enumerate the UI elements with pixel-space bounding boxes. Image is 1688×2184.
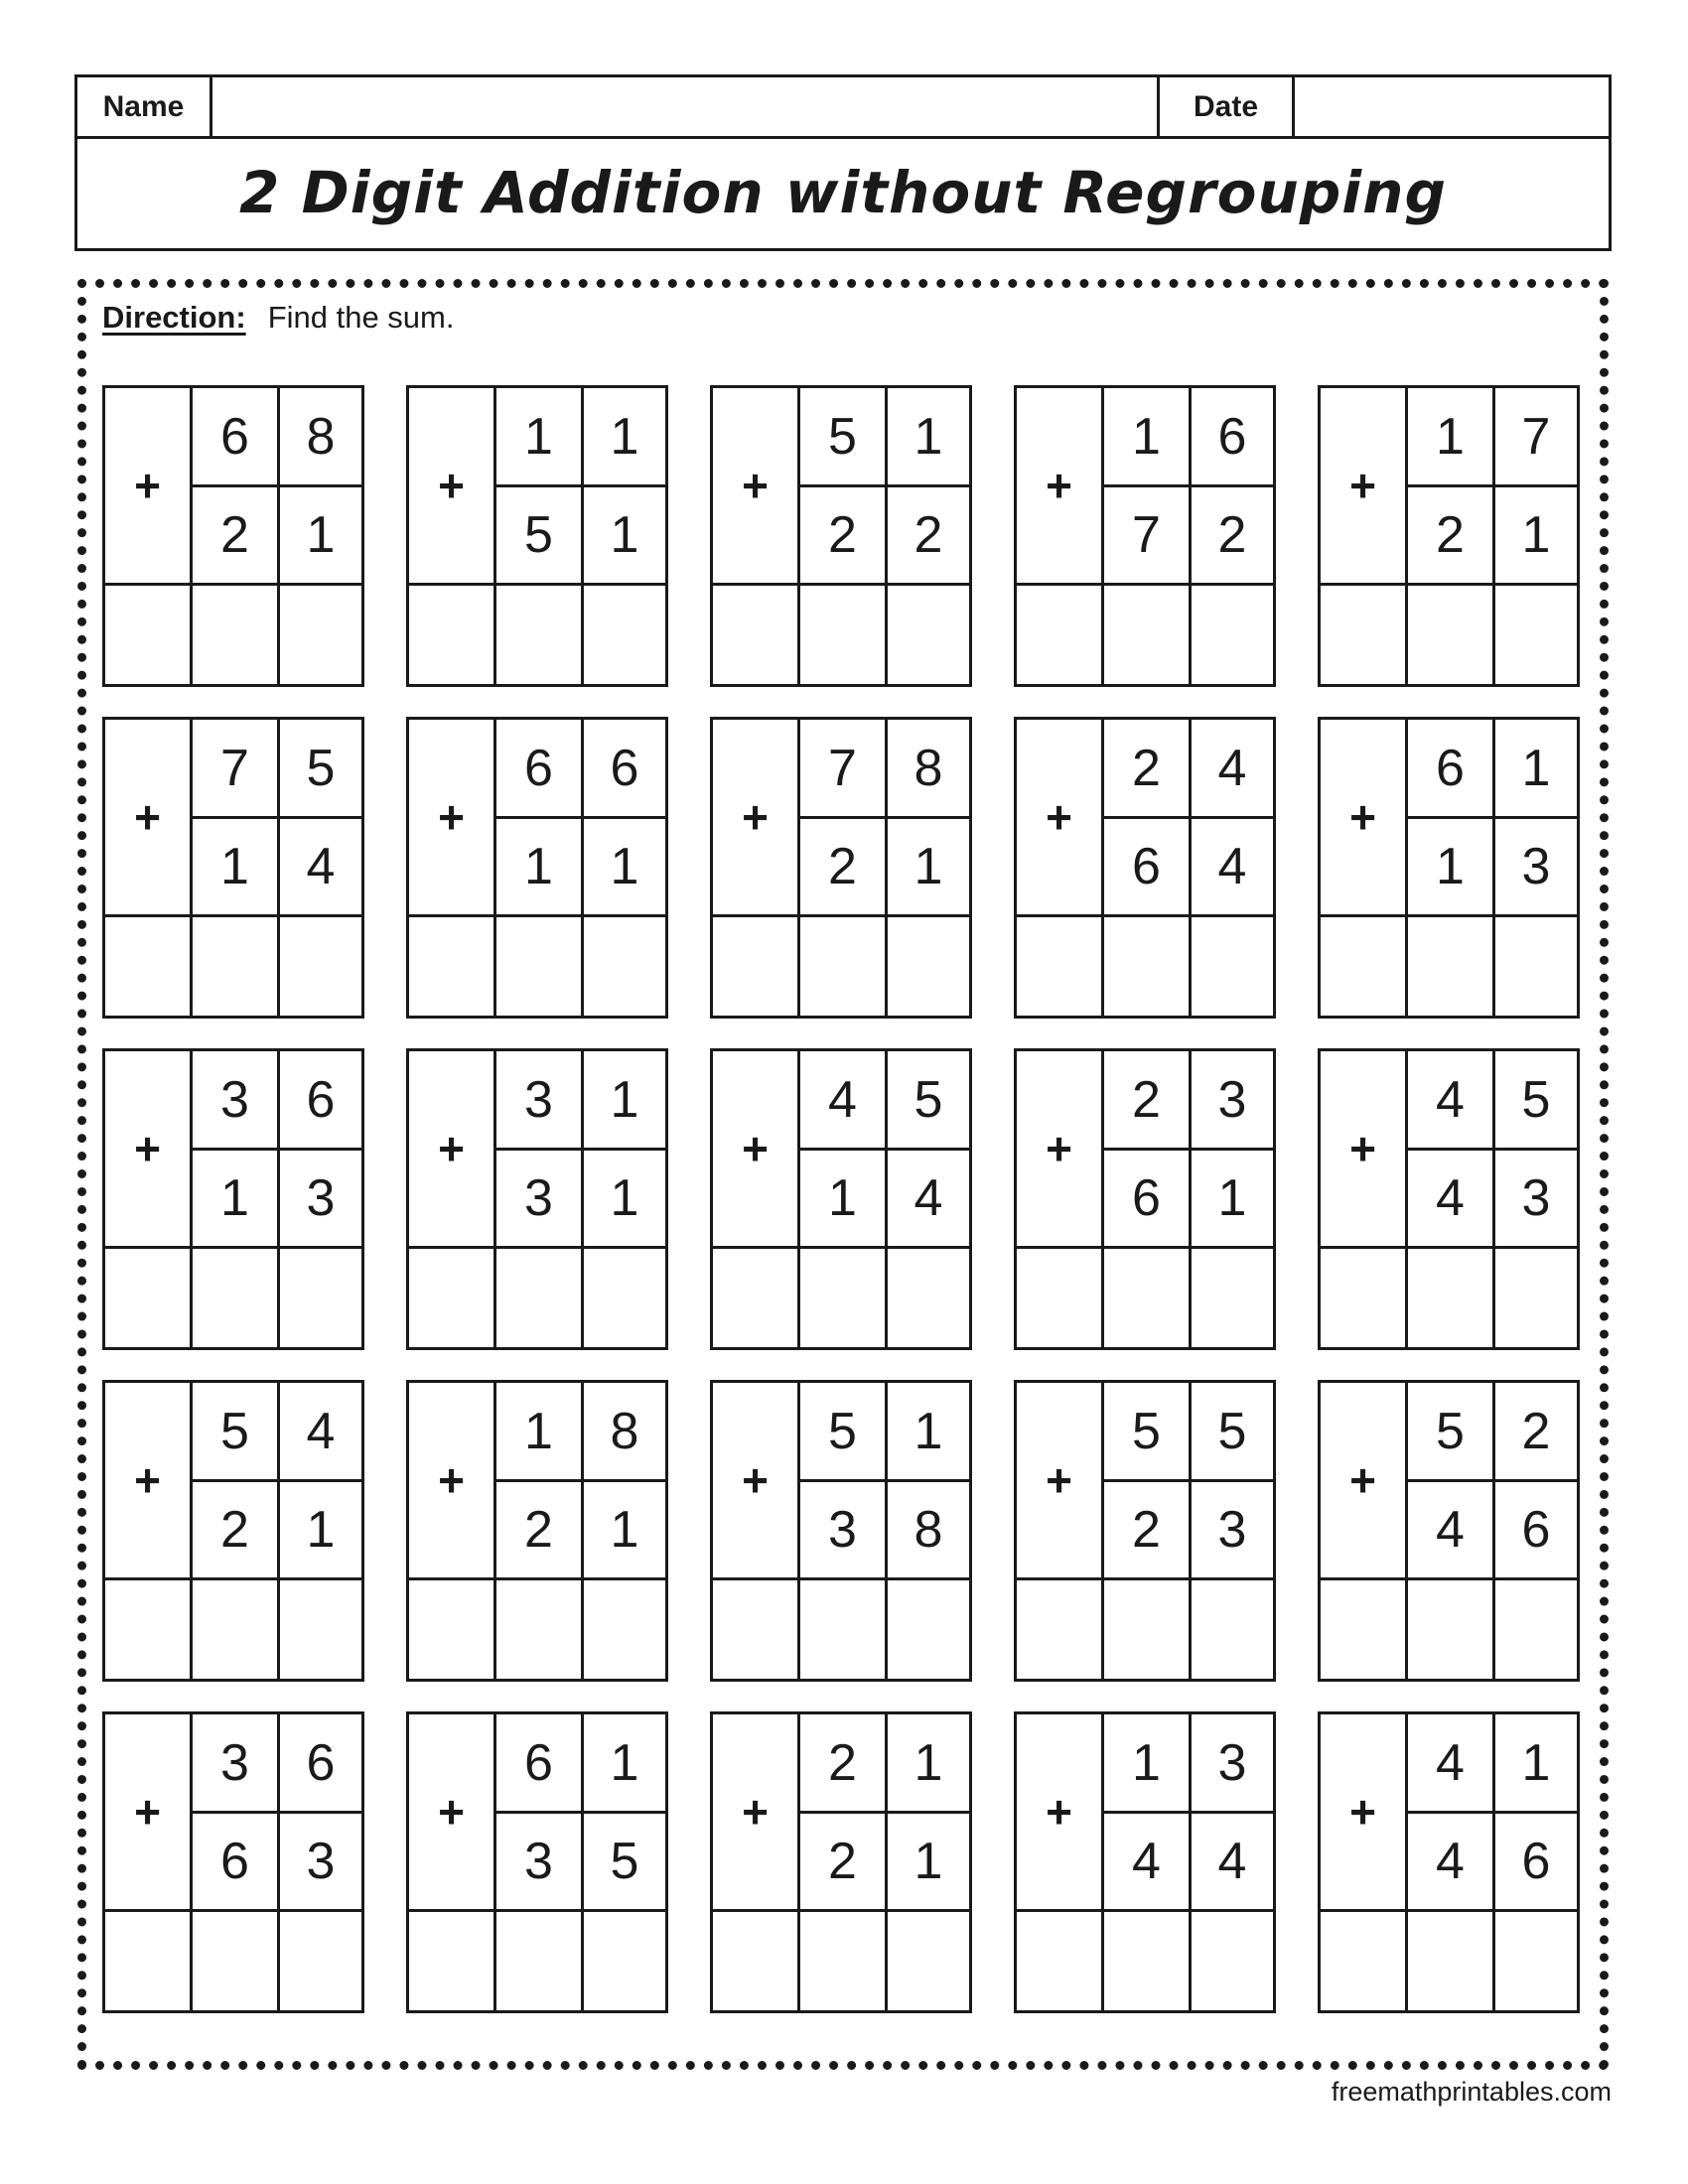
answer-box-tens[interactable] [1408,586,1495,684]
addition-problem [102,717,364,1019]
addend-bottom-ones: 2 [888,487,969,586]
addend-top-tens: 1 [1104,1714,1192,1814]
answer-box-ones[interactable] [584,917,665,1016]
answer-box-hundreds[interactable] [409,1912,496,2010]
direction-label: Direction: [102,300,246,335]
answer-box-ones[interactable] [1495,1912,1577,2010]
answer-box-hundreds[interactable] [1017,1580,1104,1679]
addend-bottom-ones: 1 [280,1482,361,1580]
addend-top-tens: 2 [1104,1051,1192,1151]
plus-sign: + [713,1383,800,1580]
direction-text: Find the sum. [267,300,455,335]
answer-box-tens[interactable] [800,1249,888,1347]
addend-top-ones: 6 [280,1714,361,1814]
addend-top-ones: 8 [584,1383,665,1482]
addend-top-tens: 6 [193,388,280,487]
addend-bottom-ones: 3 [1495,1151,1577,1249]
addend-top-ones: 8 [280,388,361,487]
answer-box-ones[interactable] [1192,917,1273,1016]
addend-top-ones: 1 [1495,720,1577,819]
addend-bottom-ones: 3 [280,1151,361,1249]
addition-problem [102,385,364,687]
answer-box-hundreds[interactable] [713,917,800,1016]
plus-sign: + [713,720,800,917]
name-field[interactable] [212,77,1160,136]
addend-top-ones: 1 [584,1714,665,1814]
addend-bottom-tens: 2 [800,487,888,586]
answer-box-tens[interactable] [496,1912,584,2010]
addend-top-ones: 1 [584,388,665,487]
addend-top-ones: 5 [888,1051,969,1151]
answer-box-ones[interactable] [888,586,969,684]
addend-bottom-ones: 3 [1495,819,1577,917]
answer-box-ones[interactable] [280,1912,361,2010]
addend-bottom-tens: 2 [496,1482,584,1580]
addition-problem [1318,1380,1580,1682]
addend-bottom-tens: 1 [800,1151,888,1249]
plus-sign: + [1017,1051,1104,1249]
answer-box-tens[interactable] [496,1580,584,1679]
plus-sign: + [1017,1714,1104,1912]
plus-sign: + [1321,1383,1408,1580]
answer-box-ones[interactable] [888,917,969,1016]
addend-bottom-ones: 1 [584,819,665,917]
answer-box-tens[interactable] [800,1580,888,1679]
answer-box-hundreds[interactable] [1017,1912,1104,2010]
plus-sign: + [713,388,800,586]
date-label: Date [1160,77,1295,136]
addend-bottom-tens: 2 [193,487,280,586]
footer-site: freemathprintables.com [1331,2077,1612,2107]
addend-top-ones: 5 [1495,1051,1577,1151]
addend-top-tens: 4 [800,1051,888,1151]
addend-top-tens: 6 [496,1714,584,1814]
page-title: 2 Digit Addition without Regrouping [239,158,1447,226]
plus-sign: + [1321,1714,1408,1912]
plus-sign: + [105,388,193,586]
answer-box-tens[interactable] [193,1912,280,2010]
direction [102,300,455,336]
addend-bottom-tens: 4 [1408,1151,1495,1249]
addend-bottom-tens: 1 [1408,819,1495,917]
addend-bottom-ones: 4 [888,1151,969,1249]
addend-bottom-tens: 5 [496,487,584,586]
addition-problem [1318,717,1580,1019]
answer-box-hundreds[interactable] [713,1580,800,1679]
addition-problem [1014,1711,1276,2013]
answer-box-tens[interactable] [496,586,584,684]
plus-sign: + [105,720,193,917]
addend-bottom-tens: 4 [1408,1482,1495,1580]
addition-problem [406,1711,668,2013]
answer-box-tens[interactable] [800,1912,888,2010]
addition-problem [710,385,972,687]
answer-box-hundreds[interactable] [105,917,193,1016]
addend-top-ones: 6 [584,720,665,819]
addend-top-ones: 1 [888,1383,969,1482]
answer-box-hundreds[interactable] [1321,586,1408,684]
answer-box-hundreds[interactable] [105,586,193,684]
addend-bottom-ones: 1 [888,819,969,917]
answer-box-hundreds[interactable] [1017,1249,1104,1347]
addend-bottom-tens: 4 [1408,1814,1495,1912]
addend-top-tens: 1 [496,388,584,487]
answer-box-ones[interactable] [280,917,361,1016]
answer-box-ones[interactable] [584,586,665,684]
answer-box-tens[interactable] [193,917,280,1016]
addend-bottom-ones: 1 [280,487,361,586]
plus-sign: + [409,1714,496,1912]
addend-top-tens: 4 [1408,1714,1495,1814]
answer-box-hundreds[interactable] [409,1249,496,1347]
answer-box-tens[interactable] [193,1580,280,1679]
answer-box-hundreds[interactable] [1321,1249,1408,1347]
answer-box-tens[interactable] [1408,1580,1495,1679]
answer-box-ones[interactable] [1192,1580,1273,1679]
addition-problem [1014,1048,1276,1350]
addend-top-tens: 3 [496,1051,584,1151]
addition-problem [1318,385,1580,687]
addend-top-tens: 6 [496,720,584,819]
addition-problem [1014,385,1276,687]
answer-box-ones[interactable] [1495,917,1577,1016]
answer-box-hundreds[interactable] [1321,1580,1408,1679]
plus-sign: + [713,1051,800,1249]
addend-bottom-tens: 1 [193,819,280,917]
answer-box-tens[interactable] [1408,917,1495,1016]
answer-box-tens[interactable] [496,917,584,1016]
name-label: Name [77,77,212,136]
answer-box-ones[interactable] [280,1580,361,1679]
addend-bottom-ones: 4 [1192,1814,1273,1912]
addition-problem [406,1380,668,1682]
answer-box-hundreds[interactable] [105,1249,193,1347]
title-row [77,136,1609,248]
plus-sign: + [409,388,496,586]
addition-problem [406,717,668,1019]
addend-bottom-tens: 3 [800,1482,888,1580]
addend-bottom-tens: 3 [496,1814,584,1912]
plus-sign: + [105,1383,193,1580]
addition-problem [102,1711,364,2013]
addition-problem [102,1380,364,1682]
answer-box-hundreds[interactable] [1321,1912,1408,2010]
addend-bottom-ones: 2 [1192,487,1273,586]
addition-problem [406,1048,668,1350]
answer-box-tens[interactable] [1408,1912,1495,2010]
addition-problem [710,1048,972,1350]
plus-sign: + [1017,388,1104,586]
addition-problem [102,1048,364,1350]
addend-top-tens: 7 [193,720,280,819]
answer-box-ones[interactable] [1495,586,1577,684]
addend-bottom-tens: 2 [800,819,888,917]
name-date-row [77,77,1609,139]
answer-box-hundreds[interactable] [409,586,496,684]
plus-sign: + [105,1714,193,1912]
addend-bottom-ones: 1 [584,1151,665,1249]
addend-bottom-tens: 4 [1104,1814,1192,1912]
answer-box-ones[interactable] [1192,1912,1273,2010]
addend-bottom-tens: 1 [496,819,584,917]
plus-sign: + [1321,720,1408,917]
addition-problem [1318,1711,1580,2013]
addend-top-tens: 5 [800,388,888,487]
addend-bottom-tens: 2 [800,1814,888,1912]
addend-bottom-ones: 4 [280,819,361,917]
addend-bottom-tens: 2 [1104,1482,1192,1580]
date-field[interactable] [1295,77,1609,136]
addend-top-tens: 5 [193,1383,280,1482]
addend-bottom-ones: 6 [1495,1482,1577,1580]
addend-top-tens: 1 [1408,388,1495,487]
addend-top-tens: 3 [193,1051,280,1151]
addend-top-ones: 5 [280,720,361,819]
addend-top-ones: 4 [280,1383,361,1482]
plus-sign: + [1017,720,1104,917]
addend-top-tens: 7 [800,720,888,819]
addend-top-tens: 6 [1408,720,1495,819]
answer-box-tens[interactable] [1104,586,1192,684]
answer-box-tens[interactable] [1104,1912,1192,2010]
answer-box-ones[interactable] [280,1249,361,1347]
answer-box-tens[interactable] [193,1249,280,1347]
addition-problem [1318,1048,1580,1350]
answer-box-hundreds[interactable] [1321,917,1408,1016]
answer-box-hundreds[interactable] [713,1249,800,1347]
addend-top-tens: 1 [496,1383,584,1482]
addend-bottom-ones: 3 [280,1814,361,1912]
addend-top-tens: 2 [1104,720,1192,819]
addend-top-ones: 2 [1495,1383,1577,1482]
addend-bottom-ones: 6 [1495,1814,1577,1912]
addend-top-tens: 5 [1104,1383,1192,1482]
answer-box-hundreds[interactable] [1017,917,1104,1016]
answer-box-hundreds[interactable] [105,1912,193,2010]
addend-top-ones: 3 [1192,1714,1273,1814]
addend-bottom-tens: 6 [193,1814,280,1912]
header-table [74,74,1612,251]
answer-box-hundreds[interactable] [105,1580,193,1679]
answer-box-tens[interactable] [193,586,280,684]
plus-sign: + [1321,388,1408,586]
plus-sign: + [713,1714,800,1912]
answer-box-hundreds[interactable] [409,1580,496,1679]
addend-top-tens: 3 [193,1714,280,1814]
answer-box-hundreds[interactable] [1017,586,1104,684]
addend-top-tens: 5 [800,1383,888,1482]
answer-box-ones[interactable] [888,1580,969,1679]
answer-box-ones[interactable] [1495,1249,1577,1347]
addend-bottom-ones: 1 [584,1482,665,1580]
addend-bottom-ones: 1 [584,487,665,586]
answer-box-ones[interactable] [1495,1580,1577,1679]
addend-top-ones: 1 [584,1051,665,1151]
answer-box-tens[interactable] [496,1249,584,1347]
answer-box-hundreds[interactable] [713,1912,800,2010]
plus-sign: + [1321,1051,1408,1249]
addend-top-ones: 6 [1192,388,1273,487]
addend-bottom-tens: 2 [193,1482,280,1580]
addend-top-ones: 1 [888,388,969,487]
addition-problem [710,1711,972,2013]
plus-sign: + [1017,1383,1104,1580]
addend-bottom-tens: 6 [1104,1151,1192,1249]
addend-bottom-tens: 6 [1104,819,1192,917]
answer-box-tens[interactable] [1408,1249,1495,1347]
addend-top-ones: 1 [1495,1714,1577,1814]
addend-bottom-ones: 1 [1495,487,1577,586]
answer-box-ones[interactable] [1192,1249,1273,1347]
plus-sign: + [409,1383,496,1580]
answer-box-hundreds[interactable] [409,917,496,1016]
addition-problem [710,1380,972,1682]
addend-bottom-ones: 8 [888,1482,969,1580]
addend-bottom-tens: 3 [496,1151,584,1249]
addend-bottom-ones: 5 [584,1814,665,1912]
addend-top-tens: 4 [1408,1051,1495,1151]
answer-box-ones[interactable] [280,586,361,684]
answer-box-ones[interactable] [584,1912,665,2010]
addend-top-ones: 1 [888,1714,969,1814]
answer-box-ones[interactable] [584,1580,665,1679]
addend-bottom-ones: 3 [1192,1482,1273,1580]
addition-problem [406,385,668,687]
addend-top-ones: 6 [280,1051,361,1151]
answer-box-tens[interactable] [1104,1580,1192,1679]
answer-box-hundreds[interactable] [713,586,800,684]
plus-sign: + [409,1051,496,1249]
answer-box-ones[interactable] [888,1912,969,2010]
addend-top-tens: 5 [1408,1383,1495,1482]
answer-box-tens[interactable] [1104,917,1192,1016]
addend-bottom-ones: 1 [1192,1151,1273,1249]
addend-top-tens: 1 [1104,388,1192,487]
addend-top-ones: 4 [1192,720,1273,819]
answer-box-tens[interactable] [800,917,888,1016]
addend-top-ones: 5 [1192,1383,1273,1482]
answer-box-ones[interactable] [1192,586,1273,684]
addition-problem [1014,1380,1276,1682]
answer-box-ones[interactable] [584,1249,665,1347]
addend-bottom-tens: 7 [1104,487,1192,586]
answer-box-tens[interactable] [800,586,888,684]
plus-sign: + [409,720,496,917]
addition-problem [710,717,972,1019]
addend-top-ones: 7 [1495,388,1577,487]
answer-box-ones[interactable] [888,1249,969,1347]
addition-problem [1014,717,1276,1019]
addend-bottom-tens: 2 [1408,487,1495,586]
addend-bottom-ones: 1 [888,1814,969,1912]
addend-bottom-tens: 1 [193,1151,280,1249]
problem-grid [102,385,1582,2013]
addend-top-ones: 3 [1192,1051,1273,1151]
addend-top-tens: 2 [800,1714,888,1814]
addend-top-ones: 8 [888,720,969,819]
addend-bottom-ones: 4 [1192,819,1273,917]
answer-box-tens[interactable] [1104,1249,1192,1347]
plus-sign: + [105,1051,193,1249]
